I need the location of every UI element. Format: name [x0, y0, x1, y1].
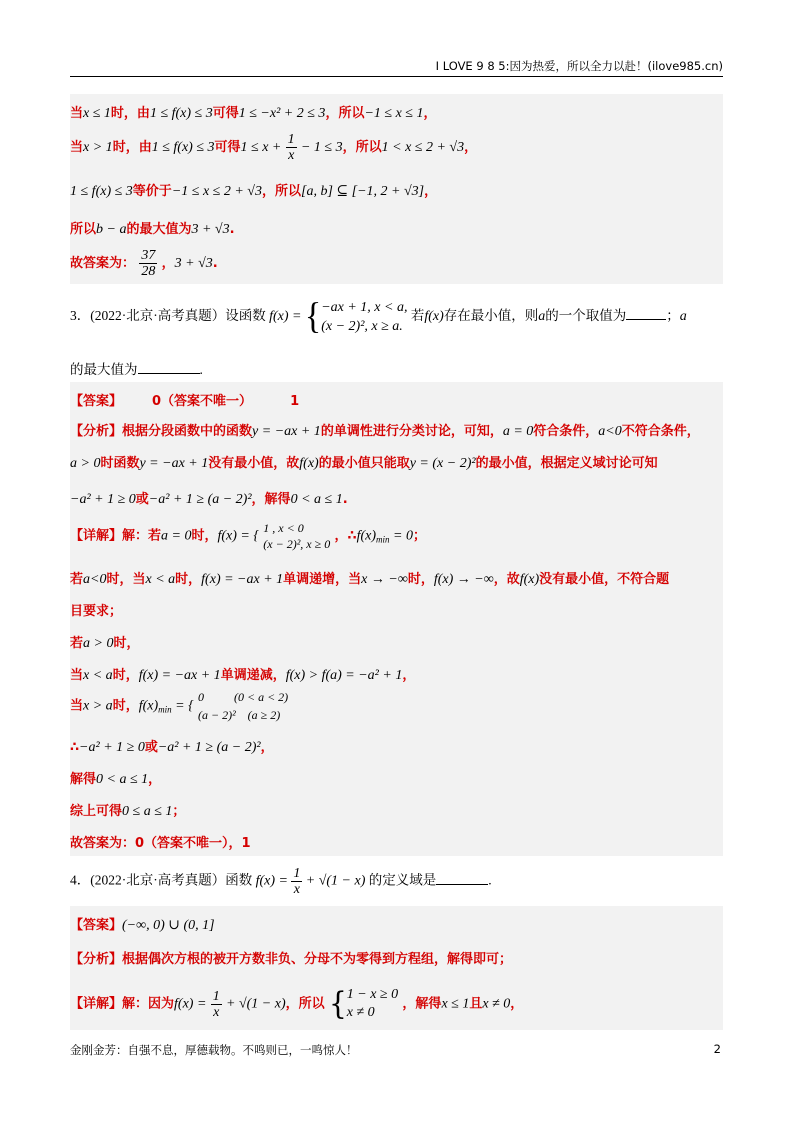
detail-line: 若a > 0时，	[70, 636, 140, 651]
detail-line: ∴−a² + 1 ≥ 0或−a² + 1 ≥ (a − 2)²，	[70, 740, 274, 755]
fraction: $\frac{1}{x}$	[287, 132, 295, 163]
detail-line: 若a<0时，当x < a时，f(x) = −ax + 1单调递增，当x → −∞时，f(x) → −∞，故f(x)没有最小值，不符合题	[70, 572, 670, 587]
detail-line: 综上可得0 ≤ a ≤ 1；	[70, 804, 186, 819]
system: 1 − x ≥ 0 x ≠ 0	[346, 987, 399, 1020]
fraction: $\frac{37}{28}$	[141, 248, 156, 279]
analysis-line: 【分析】根据偶次方根的被开方数非负、分母不为零得到方程组，解得即可；	[70, 952, 513, 967]
detail-line: 故答案为：0（答案不唯一），1	[70, 836, 251, 851]
answer-blank[interactable]	[436, 872, 488, 885]
piecewise: 0 (0 < a < 2) (a − 2)² (a ≥ 2)	[197, 690, 289, 722]
solution-block-4	[70, 906, 723, 1030]
line: 所以b − a的最大值为3 + √3.	[70, 222, 235, 237]
header-rule	[70, 76, 723, 77]
line: 当x > 1时，由1 ≤ f(x) ≤ 3可得1 ≤ x + $\frac{1}{x}$ − 1 ≤ 3，所以1 < x ≤ 2 + √3，	[70, 132, 478, 163]
page-footer: 金刚金芳：自强不息，厚德载物。不鸣则已，一鸣惊人！	[70, 1043, 358, 1057]
answer-blank[interactable]	[138, 361, 200, 374]
piecewise: −ax + 1, x < a, (x − 2)², x ≥ a.	[321, 300, 408, 334]
line: 当x ≤ 1时，由1 ≤ f(x) ≤ 3可得1 ≤ −x² + 2 ≤ 3，所以−1 ≤ x ≤ 1，	[70, 106, 437, 121]
answer-line: 【答案】 0（答案不唯一） 1	[70, 394, 300, 409]
detail-line: 当x > a时，$f(x)_{min}$ = { 0 (0 < a < 2) (a − 2)² (a ≥ 2)	[70, 690, 289, 722]
answer-line: 【答案】(−∞, 0) ∪ (0, 1]	[70, 918, 215, 933]
page-number: 2	[713, 1042, 721, 1056]
analysis-line: 【分析】根据分段函数中的函数y = −ax + 1的单调性进行分类讨论，可知，a = 0符合条件，a<0不符合条件，	[70, 424, 700, 439]
line: 1 ≤ f(x) ≤ 3等价于−1 ≤ x ≤ 2 + √3，所以[a, b] ⊆ [−1, 2 + √3]，	[70, 184, 438, 199]
detail-line: 解得0 < a ≤ 1，	[70, 772, 162, 787]
analysis-line: a > 0时函数y = −ax + 1没有最小值，故f(x)的最小值只能取y = (x − 2)²的最小值，根据定义域讨论可知	[70, 456, 658, 471]
detail-line: 【详解】解：因为f(x) = $\frac{1}{x}$ + √(1 − x)，所以 { 1 − x ≥ 0 x ≠ 0 ，解得x ≤ 1且x ≠ 0，	[70, 985, 524, 1022]
solution-block-1	[70, 94, 723, 284]
answer-blank[interactable]	[626, 307, 666, 320]
detail-line: 【详解】解：若a = 0时，f(x) = { 1 , x < 0 (x − 2)², x ≥ 0 ，$\therefore f(x)_{min} = 0$；	[70, 521, 426, 551]
fraction: $\frac{1}{x}$	[212, 988, 220, 1020]
fraction: $\frac{1}{x}$	[293, 866, 301, 897]
solution-block-3	[70, 382, 723, 856]
line: 故答案为： $\frac{37}{28}$ ，3 + √3.	[70, 248, 218, 279]
detail-line: 当x < a时，f(x) = −ax + 1单调递减，f(x) > f(a) = −a² + 1，	[70, 668, 416, 683]
detail-line: 目要求；	[70, 604, 123, 619]
analysis-line: −a² + 1 ≥ 0或−a² + 1 ≥ (a − 2)²，解得0 < a ≤ 1.	[70, 492, 348, 507]
piecewise: 1 , x < 0 (x − 2)², x ≥ 0	[263, 521, 331, 551]
page-header: I LOVE 9 8 5:因为热爱，所以全力以赴！(ilove985.cn)	[435, 59, 723, 73]
question-3: 3．(2022·北京·高考真题）设函数 f(x) = { −ax + 1, x < a, (x − 2)², x ≥ a. 若f(x)存在最小值，则a的一个取值为 ；a	[70, 296, 687, 337]
brace: {	[328, 985, 347, 1022]
question-3-line2: 的最大值为 .	[70, 362, 203, 377]
brace: {	[304, 296, 322, 337]
question-4: 4．(2022·北京·高考真题）函数 f(x) = $\frac{1}{x}$ + √(1 − x) 的定义域是 .	[70, 866, 492, 897]
